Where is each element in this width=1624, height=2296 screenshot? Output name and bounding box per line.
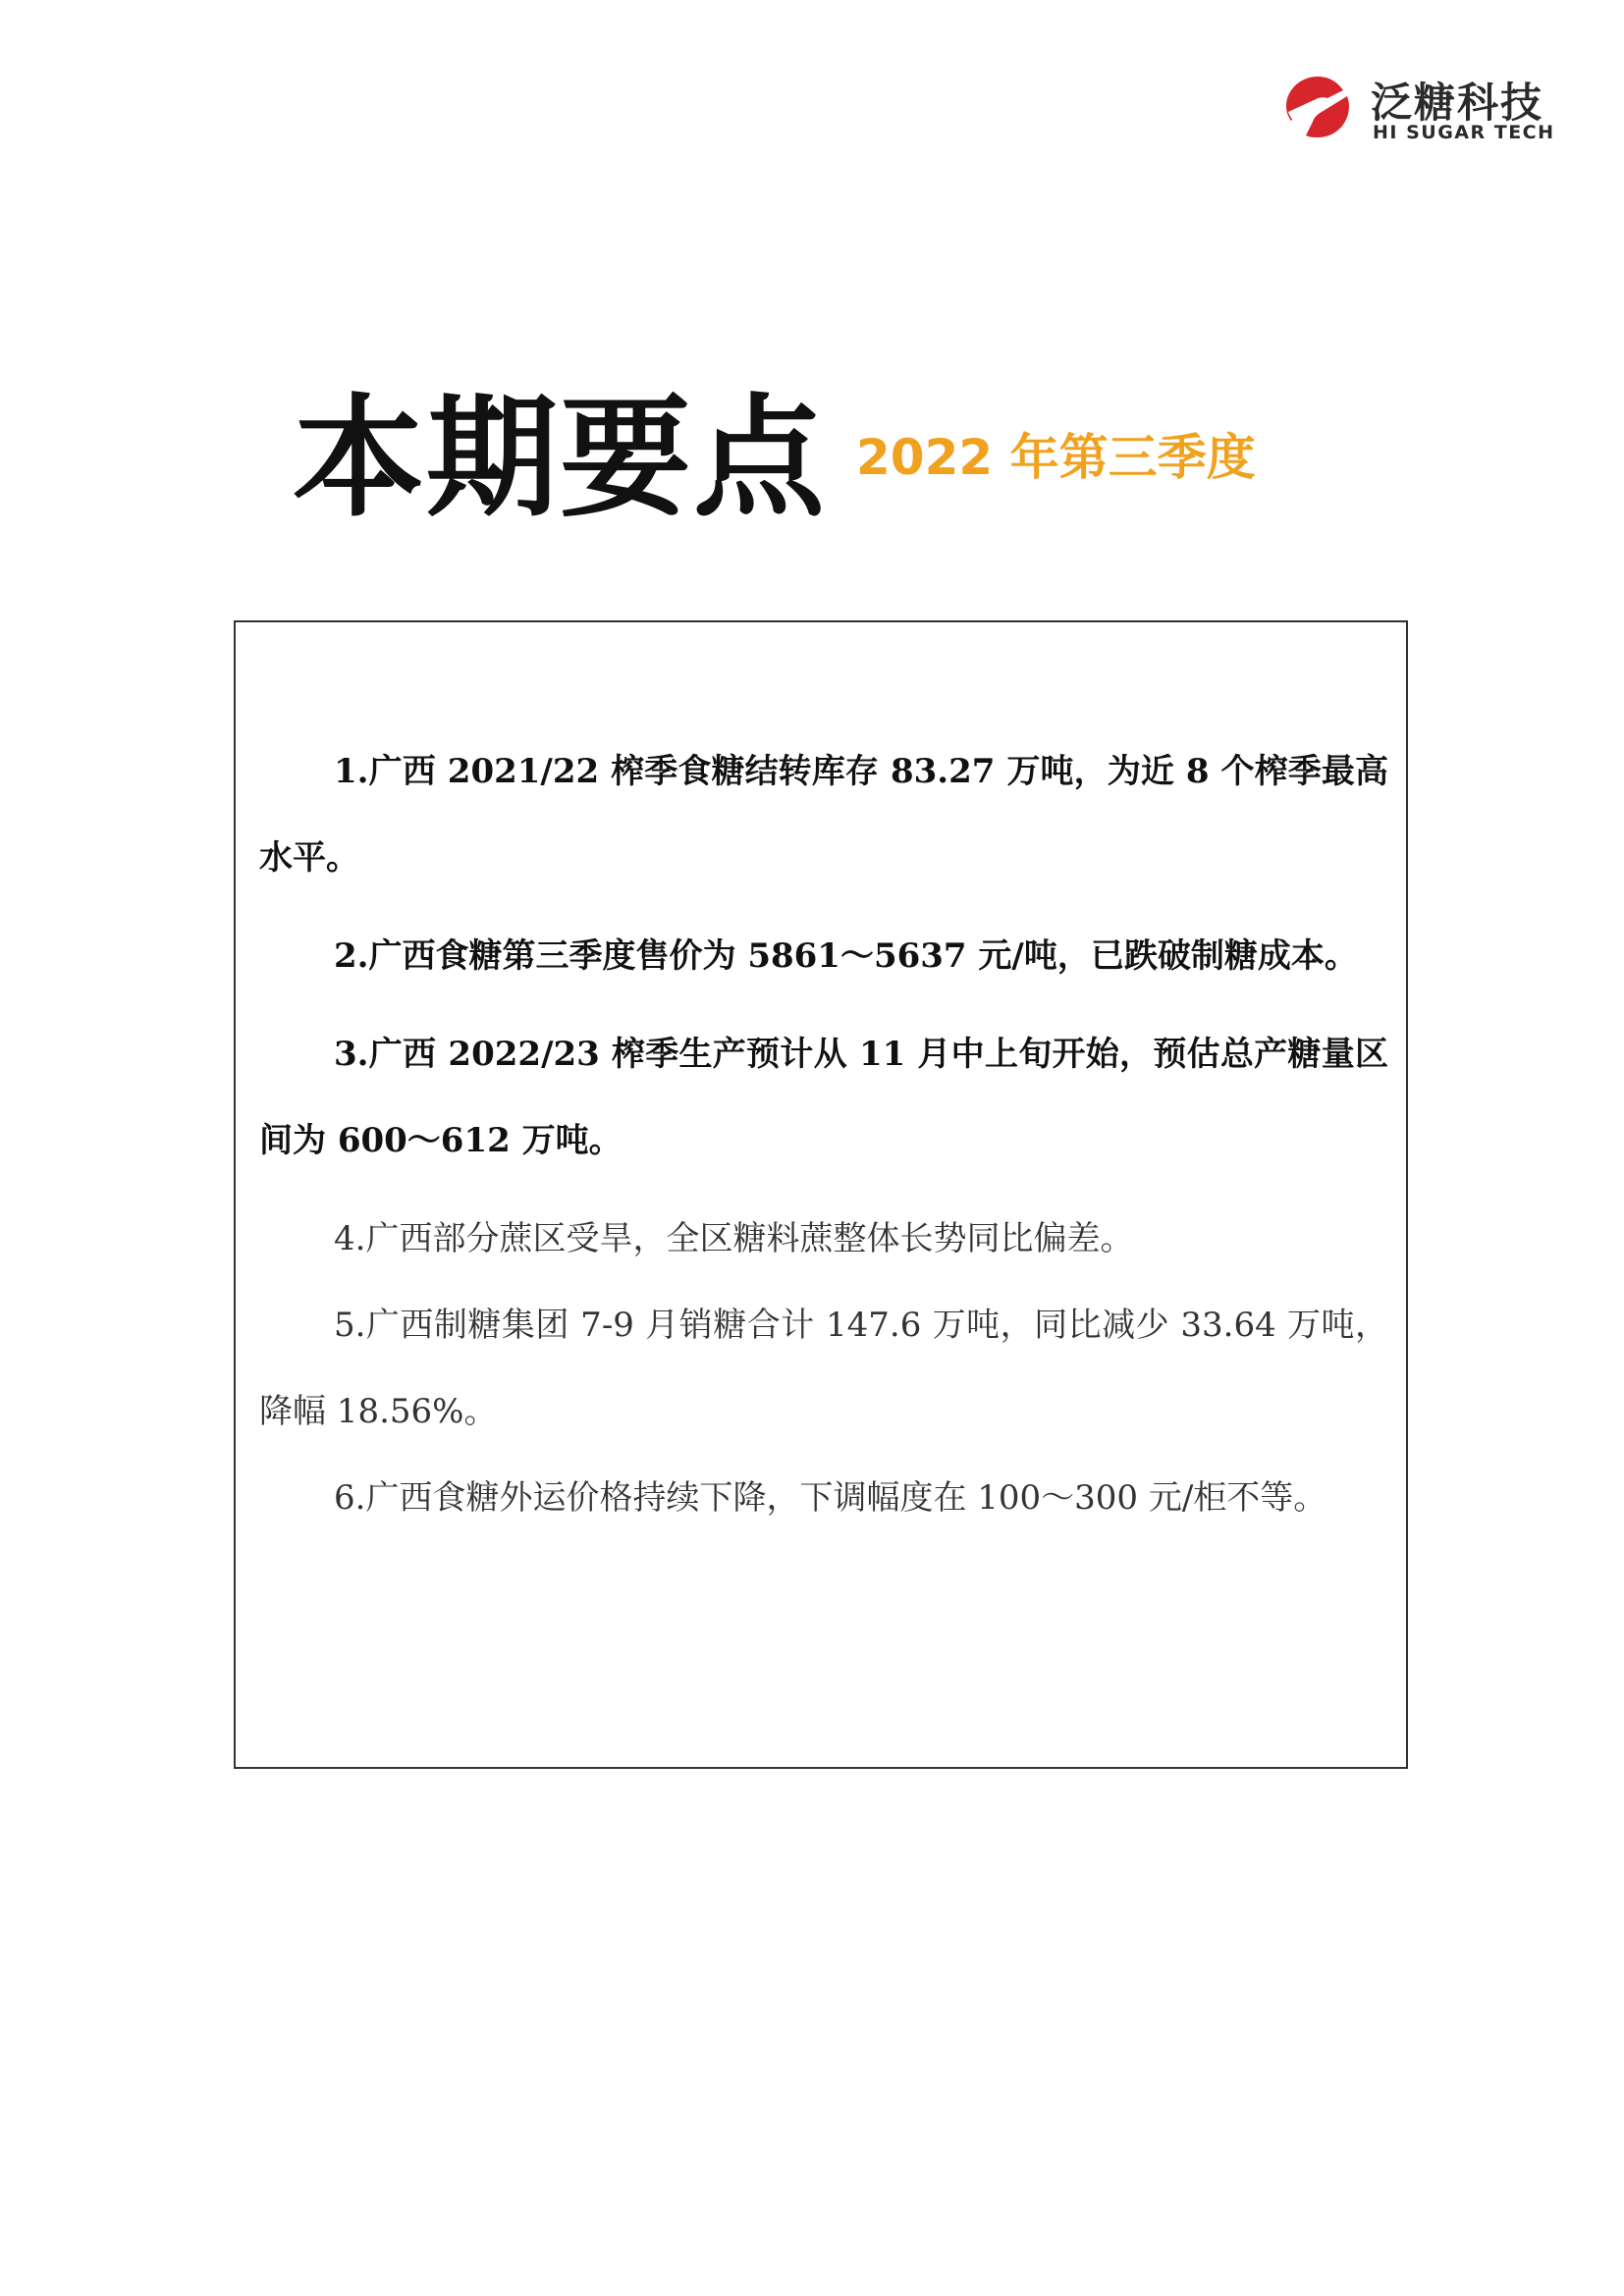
key-point-4: 4.广西部分蔗区受旱，全区糖料蔗整体长势同比偏差。 [334,1219,1134,1258]
key-points-list [259,728,1388,1541]
key-point-6: 6.广西食糖外运价格持续下降，下调幅度在 100～300 元/柜不等。 [334,1478,1327,1518]
logo-chinese-name: 泛糖科技 [1371,79,1544,127]
period-label: 2022 年第三季度 [856,429,1256,486]
hi-sugar-swoosh-icon [1282,73,1353,141]
key-point-5: 5.广西制糖集团 7-9 月销糖合计 147.6 万吨，同比减少 33.64 万吨，降幅 18.56%。 [259,1306,1388,1431]
logo-english-name: HI SUGAR TECH [1373,122,1555,143]
key-points-box [234,620,1408,1769]
key-point-2: 2.广西食糖第三季度售价为 5861～5637 元/吨，已跌破制糖成本。 [334,936,1358,976]
key-point-3: 3.广西 2022/23 榨季生产预计从 11 月中上旬开始，预估总产糖量区间为 600～612 万吨。 [259,1035,1388,1160]
key-point-1: 1.广西 2021/22 榨季食糖结转库存 83.27 万吨，为近 8 个榨季最高水平。 [259,752,1388,878]
company-logo [1282,69,1577,147]
page-title: 本期要点 [293,382,828,535]
